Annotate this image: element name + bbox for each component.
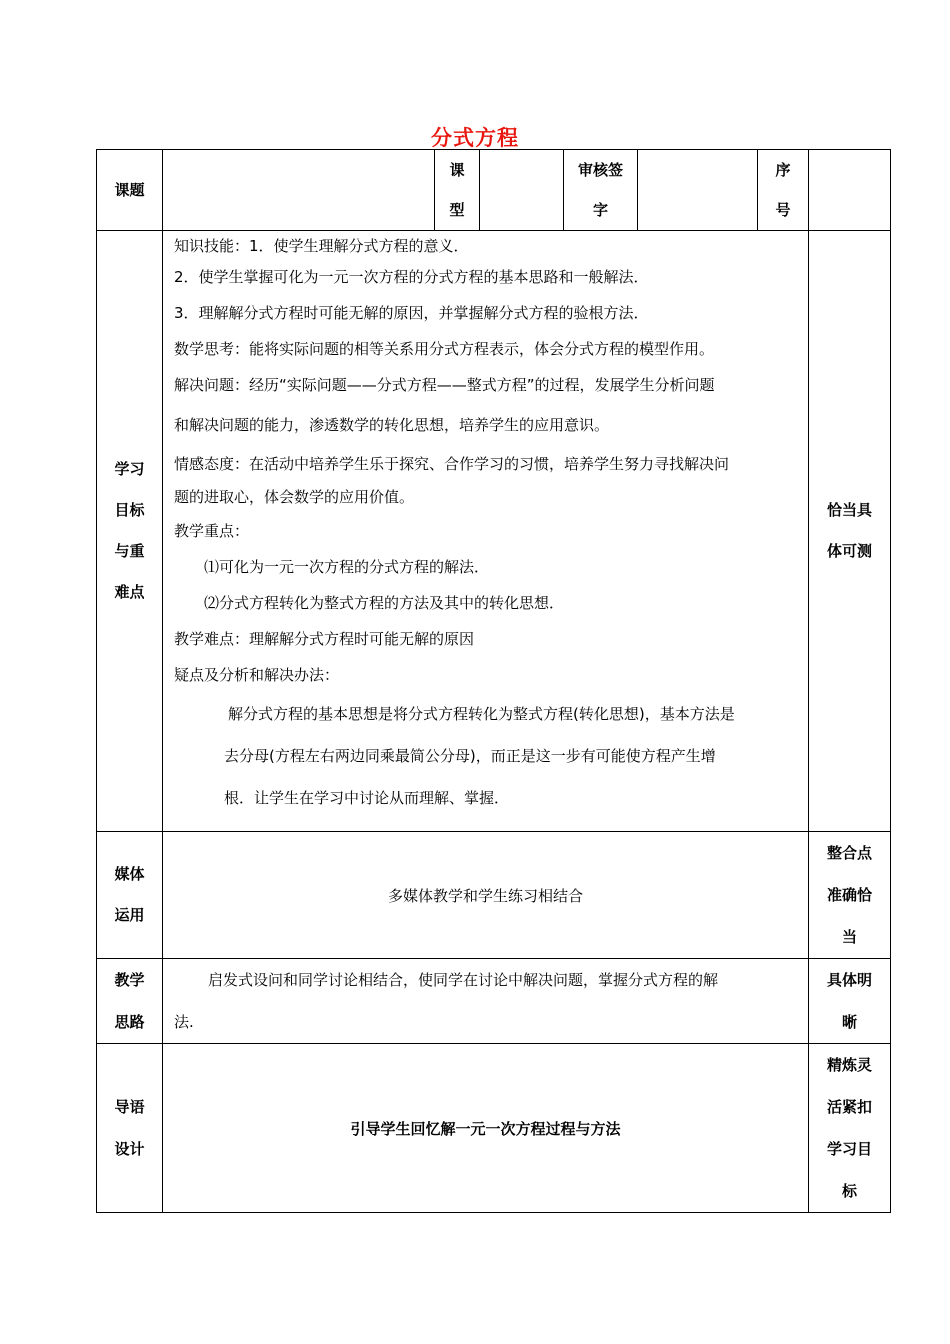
goals-label-line: 学习: [114, 460, 145, 478]
goals-row: [97, 231, 891, 832]
intro-content: 引导学生回忆解一元一次方程过程与方法: [163, 1044, 809, 1213]
goals-label-line: 与重: [114, 542, 145, 560]
review-value: [638, 150, 758, 231]
topic-value: [163, 150, 435, 231]
media-label-line: 媒体: [114, 865, 145, 883]
document-title: 分式方程: [431, 126, 519, 150]
intro-label-line: 导语: [114, 1098, 145, 1116]
media-note-line: 当: [841, 928, 857, 946]
goals-line: ⑴可化为一元一次方程的分式方程的解法．: [204, 558, 490, 576]
approach-note-line: 晰: [841, 1013, 857, 1031]
approach-note-line: 具体明: [826, 971, 872, 989]
goals-line: 和解决问题的能力，渗透数学的转化思想，培养学生的应用意识。: [174, 416, 610, 434]
review-label-line: 审核签: [577, 161, 623, 179]
approach-row: [97, 959, 891, 1044]
approach-content: [163, 959, 809, 1044]
intro-note-line: 学习目: [826, 1140, 872, 1158]
intro-note: [809, 1044, 891, 1213]
seq-label: [758, 150, 809, 231]
goals-note: [809, 231, 891, 832]
seq-value: [809, 150, 891, 231]
goals-line: 情感态度：在活动中培养学生乐于探究、合作学习的习惯，培养学生努力寻找解决问: [174, 455, 730, 473]
goals-content: [163, 231, 809, 832]
goals-line: 3．理解解分式方程时可能无解的原因，并掌握解分式方程的验根方法．: [174, 304, 649, 322]
approach-note: [809, 959, 891, 1044]
approach-line: 法.: [174, 1013, 194, 1031]
media-label-line: 运用: [114, 906, 145, 924]
lesson-plan-table: [96, 149, 891, 1213]
goals-line: 根．让学生在学习中讨论从而理解、掌握．: [224, 789, 510, 807]
approach-line: 启发式设问和同学讨论相结合，使同学在讨论中解决问题，掌握分式方程的解: [208, 971, 719, 989]
intro-label: [97, 1044, 163, 1213]
goals-line: ⑵分式方程转化为整式方程的方法及其中的转化思想．: [204, 594, 565, 612]
media-row: [97, 832, 891, 959]
type-label: [435, 150, 480, 231]
goals-label-line: 难点: [114, 583, 145, 601]
goals-line: 教学重点：: [174, 522, 250, 540]
intro-note-line: 标: [841, 1182, 857, 1200]
goals-line: 解分式方程的基本思想是将分式方程转化为整式方程(转化思想)，基本方法是: [228, 705, 735, 723]
header-row: [97, 150, 891, 231]
approach-label: [97, 959, 163, 1044]
topic-label: 课题: [97, 150, 163, 231]
intro-label-line: 设计: [114, 1140, 145, 1158]
media-label: [97, 832, 163, 959]
media-content: 多媒体教学和学生练习相结合: [163, 832, 809, 959]
type-value: [480, 150, 564, 231]
intro-row: [97, 1044, 891, 1213]
review-label: [564, 150, 638, 231]
goals-line: 数学思考：能将实际问题的相等关系用分式方程表示，体会分式方程的模型作用。: [174, 340, 715, 358]
intro-note-line: 精炼灵: [826, 1056, 872, 1074]
goals-line: 去分母(方程左右两边同乘最简公分母)，而正是这一步有可能使方程产生增: [224, 747, 716, 765]
goals-note-line: 体可测: [826, 542, 872, 560]
goals-note-line: 恰当具: [826, 501, 872, 519]
media-note-line: 整合点: [826, 844, 872, 862]
media-note-line: 准确恰: [826, 886, 872, 904]
intro-note-line: 活紧扣: [826, 1098, 872, 1116]
goals-line: 教学难点：理解解分式方程时可能无解的原因: [174, 630, 475, 648]
media-note: [809, 832, 891, 959]
review-label-line: 字: [592, 201, 608, 219]
goals-label-line: 目标: [114, 501, 145, 519]
goals-line: 题的进取心，体会数学的应用价值。: [174, 488, 415, 506]
goals-line: 2．使学生掌握可化为一元一次方程的分式方程的基本思路和一般解法．: [174, 268, 649, 286]
approach-label-line: 教学: [114, 971, 145, 989]
goals-line: 解决问题：经历“实际问题——分式方程——整式方程”的过程，发展学生分析问题: [174, 376, 715, 394]
approach-label-line: 思路: [114, 1013, 145, 1031]
type-label-line: 型: [449, 201, 465, 219]
seq-label-line: 序: [775, 161, 791, 179]
goals-line: 疑点及分析和解决办法：: [174, 666, 340, 684]
goals-line: 知识技能：1．使学生理解分式方程的意义．: [174, 237, 469, 255]
type-label-line: 课: [449, 161, 465, 179]
seq-label-line: 号: [775, 201, 791, 219]
goals-label: [97, 231, 163, 832]
